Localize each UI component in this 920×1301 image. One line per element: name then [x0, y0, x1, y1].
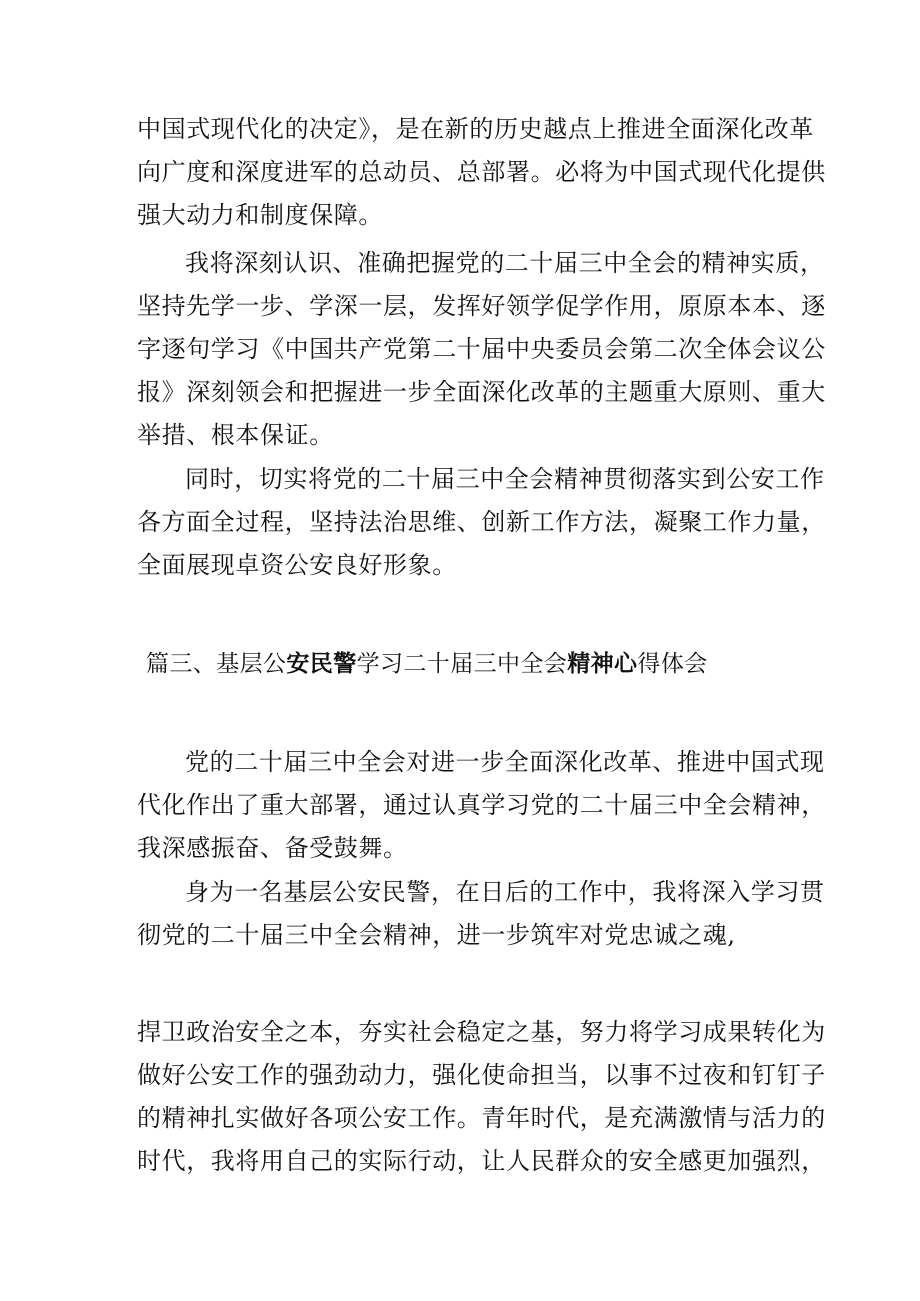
- paragraph-line: 的精神扎实做好各项公安工作。青年时代，是充满激情与活力的: [137, 1104, 826, 1132]
- paragraph-line: 报》深刻领会和把握进一步全面深化改革的主题重大原则、重大: [137, 378, 826, 406]
- paragraph-line: 强大动力和制度保障。: [137, 201, 383, 229]
- paragraph-line: 全面展现卓资公安良好形象。: [137, 551, 457, 579]
- paragraph-line: 彻党的二十届三中全会精神，进一步筑牢对党忠诚之魂,: [137, 921, 736, 949]
- paragraph-line: 身为一名基层公安民警，在日后的工作中，我将深入学习贯: [185, 878, 825, 906]
- paragraph-line: 代化作出了重大部署，通过认真学习党的二十届三中全会精神，: [137, 791, 826, 819]
- paragraph-line: 坚持先学一步、学深一层，发挥好领学促学作用，原原本本、逐: [137, 292, 826, 320]
- paragraph-line: 向广度和深度进军的总动员、总部署。必将为中国式现代化提供: [137, 158, 826, 186]
- heading-text: 精神心: [567, 651, 638, 677]
- heading-text: 篇三、基层公: [146, 651, 287, 677]
- paragraph-line: 举措、根本保证。: [137, 421, 334, 449]
- paragraph-line: 捍卫政治安全之本，夯实社会稳定之基，努力将学习成果转化为: [137, 1018, 826, 1046]
- paragraph-line: 做好公安工作的强劲动力，强化使命担当，以事不过夜和钉钉子: [137, 1061, 826, 1089]
- paragraph-line: 时代，我将用自己的实际行动，让人民群众的安全感更加强烈，: [137, 1147, 826, 1175]
- heading-text: 学习二十届三中全会: [356, 651, 568, 677]
- paragraph-line: 中国式现代化的决定》，是在新的历史越点上推进全面深化改革: [137, 115, 814, 143]
- paragraph-line: 我将深刻认识、准确把握党的二十届三中全会的精神实质，: [185, 249, 825, 277]
- paragraph-line: 同时，切实将党的二十届三中全会精神贯彻落实到公安工作: [185, 465, 825, 493]
- paragraph-line: 各方面全过程，坚持法治思维、创新工作方法，凝聚工作力量，: [137, 508, 826, 536]
- heading-text: 安民警: [286, 651, 357, 677]
- section-heading: [146, 644, 786, 684]
- paragraph-line: 字逐句学习《中国共产党第二十届中央委员会第二次全体会议公: [137, 335, 826, 363]
- paragraph-line: 党的二十届三中全会对进一步全面深化改革、推进中国式现: [185, 748, 825, 776]
- heading-text: 得体会: [637, 651, 708, 677]
- paragraph-line: 我深感振奋、备受鼓舞。: [137, 834, 408, 862]
